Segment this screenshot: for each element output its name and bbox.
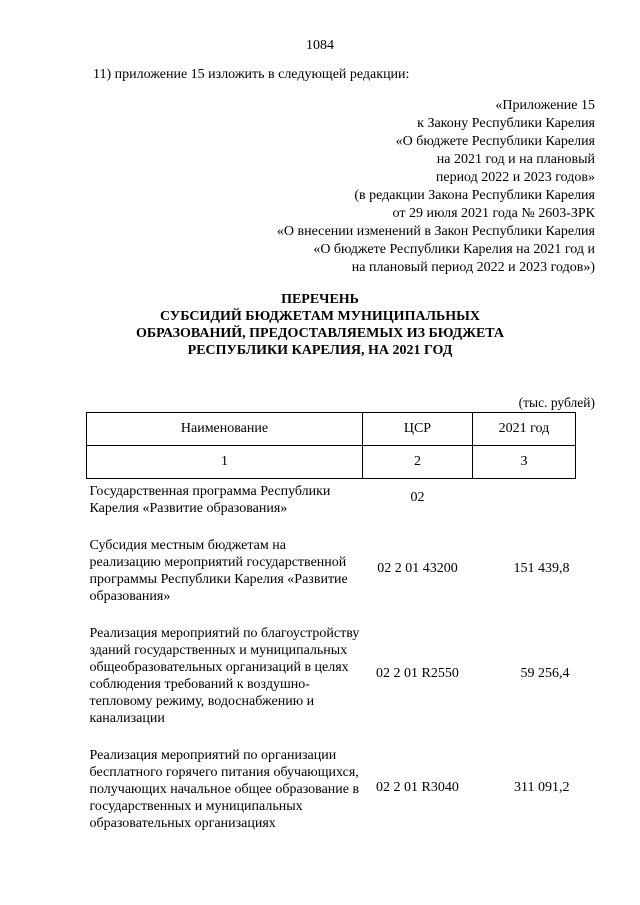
row-csr: 02 2 01 43200 [377, 561, 458, 576]
appendix-header [277, 97, 595, 277]
title-line: ПЕРЕЧЕНЬ [281, 292, 359, 307]
table-row [87, 533, 576, 605]
appendix-line: «О бюджете Республики Карелия на 2021 год и [313, 242, 595, 257]
table-number-row [87, 446, 576, 479]
row-amount: 151 439,8 [513, 561, 570, 576]
intro-text: 11) приложение 15 изложить в следующей редакции: [93, 67, 410, 82]
row-amount: 311 091,2 [514, 779, 570, 795]
table-row [87, 743, 576, 832]
appendix-line: «О внесении изменений в Закон Республики Карелия [276, 224, 595, 239]
row-name: Реализация мероприятий по благоустройству зданий государственных и муниципальных общеобразовательных организаций в целях соблюдения требований к воздушно-тепловому режиму, водоснабжению и канализации [89, 626, 360, 726]
header-year: 2021 год [472, 413, 575, 446]
page-number: 1084 [306, 38, 334, 53]
appendix-line: период 2022 и 2023 годов» [435, 170, 595, 185]
title-line: ОБРАЗОВАНИЙ, ПРЕДОСТАВЛЯЕМЫХ ИЗ БЮДЖЕТА [135, 326, 505, 341]
appendix-line: к Закону Республики Карелия [417, 116, 595, 131]
row-amount [472, 479, 575, 518]
appendix-line: на 2021 год и на плановый [436, 152, 595, 167]
table-row [87, 621, 576, 727]
units-label: (тыс. рублей) [518, 395, 595, 410]
header-name: Наименование [87, 413, 363, 446]
title-line: РЕСПУБЛИКИ КАРЕЛИЯ, НА 2021 ГОД [187, 343, 453, 358]
row-amount: 59 256,4 [520, 666, 570, 681]
row-csr: 02 [410, 490, 425, 505]
row-name: Субсидия местным бюджетам на реализацию мероприятий государственной программы Республики Карелия «Развитие образования» [89, 538, 348, 604]
table-header-row [87, 413, 576, 446]
appendix-line: на плановый период 2022 и 2023 годов») [351, 260, 595, 275]
title-line: СУБСИДИЙ БЮДЖЕТАМ МУНИЦИПАЛЬНЫХ [160, 309, 480, 324]
row-name: Реализация мероприятий по организации бесплатного горячего питания обучающихся, получающих начальное общее образование в государственных и муниципальных образовательных организациях [89, 748, 360, 831]
appendix-line: «О бюджете Республики Карелия [395, 134, 595, 149]
header-csr: ЦСР [363, 413, 473, 446]
column-number: 3 [472, 446, 575, 479]
appendix-line: (в редакции Закона Республики Карелия [354, 188, 595, 203]
table-row [87, 479, 576, 518]
appendix-line: от 29 июля 2021 года № 2603-ЗРК [392, 206, 595, 221]
row-name: Государственная программа Республики Карелия «Развитие образования» [89, 484, 331, 516]
column-number: 1 [87, 446, 363, 479]
subsidies-table [86, 412, 576, 832]
column-number: 2 [363, 446, 473, 479]
row-csr: 02 2 01 R2550 [376, 666, 459, 681]
document-title [0, 291, 640, 359]
appendix-line: «Приложение 15 [495, 98, 595, 113]
row-csr: 02 2 01 R3040 [376, 779, 459, 795]
